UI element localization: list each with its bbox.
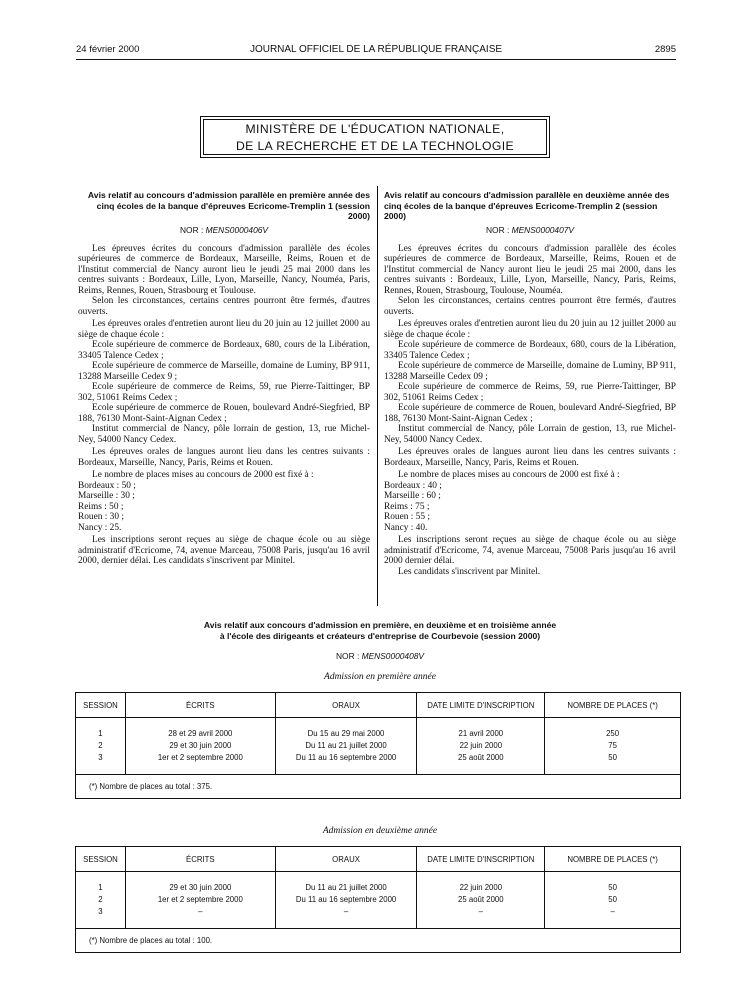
avis-2-body (384, 244, 676, 578)
nor-label: NOR : (180, 224, 204, 235)
cell: 3 (98, 907, 103, 916)
cell: 1 (98, 729, 103, 738)
cell: 22 juin 2000 (459, 883, 503, 892)
cell: 50 (608, 895, 617, 904)
places-item: Marseille : 60 ; (384, 491, 441, 501)
paragraph: Les épreuves orales d'entretien auront lieu du 20 juin au 12 juillet 2000 au siège de chaque école : (78, 319, 370, 340)
places-item: Reims : 50 ; (78, 501, 124, 512)
session-cells (76, 718, 126, 775)
cell: 2 (98, 741, 103, 750)
cell: Du 11 au 16 septembre 2000 (295, 895, 397, 904)
table-footnote-row (76, 775, 681, 799)
avis-3-nor (100, 651, 660, 661)
avis-2-title: Avis relatif au concours d'admission parallèle en deuxième année des cinq écoles de la banque d'épreuves Ecricome-Tremplin 2 (session 2000) (384, 190, 670, 221)
nor-code: MENS0000408V (361, 651, 424, 661)
cell: 21 avril 2000 (458, 729, 504, 738)
nor-label: NOR : (336, 651, 360, 661)
journal-title: JOURNAL OFFICIEL DE LA RÉPUBLIQUE FRANÇAISE (249, 44, 503, 55)
cell: 25 août 2000 (458, 753, 504, 762)
places-item: Rouen : 30 ; (78, 512, 124, 522)
places-item: Reims : 75 ; (384, 501, 430, 512)
avis-3-title (100, 620, 660, 641)
cell: 22 juin 2000 (459, 741, 503, 750)
paragraph: Le nombre de places mises au concours de 2000 est fixé à : (92, 470, 314, 480)
column-divider (377, 186, 378, 606)
header-ecrits: ÉCRITS (125, 847, 275, 872)
header-nombre-places: NOMBRE DE PLACES (*) (545, 847, 681, 872)
cell: 28 et 29 avril 2000 (168, 729, 233, 738)
header-ecrits: ÉCRITS (125, 693, 275, 718)
date-limite-cells (417, 872, 545, 929)
cell: Du 11 au 16 septembre 2000 (295, 753, 397, 762)
avis-1-title: Avis relatif au concours d'admission parallèle en première année des cinq écoles de la banque d'épreuves Ecricome-Tremplin 1 (session 2000) (87, 190, 370, 221)
table-header-row (76, 847, 681, 872)
oraux-cells (275, 718, 417, 775)
nor-code: MENS0000407V (511, 224, 574, 235)
cell: 2 (98, 895, 103, 904)
paragraph: Les candidats s'inscrivent par Minitel. (398, 566, 541, 577)
header-oraux: ORAUX (275, 693, 417, 718)
cell: 50 (608, 883, 617, 892)
avis-2 (384, 190, 676, 577)
cell: 1er et 2 septembre 2000 (157, 753, 243, 762)
paragraph: Ecole supérieure de commerce de Bordeaux, 680, cours de la Libération, 33405 Talence Cedex ; (78, 340, 370, 361)
cell: 75 (608, 741, 617, 750)
paragraph: Selon les circonstances, certains centres pourront être fermés, d'autres ouverts. (78, 296, 370, 317)
avis-3-title-line-1: Avis relatif aux concours d'admission en première, en deuxième et en troisième année (203, 620, 557, 630)
avis-1-body (78, 244, 370, 567)
places-cells (545, 872, 681, 929)
ecrits-cells (125, 872, 275, 929)
header-date-limite: DATE LIMITE D'INSCRIPTION (417, 847, 545, 872)
paragraph: Ecole supérieure de commerce de Reims, 59, rue Pierre-Taittinger, BP 302, 51061 Reims Cedex ; (384, 382, 676, 403)
cell: 29 et 30 juin 2000 (169, 741, 232, 750)
avis-2-nor (384, 225, 676, 235)
cell: 25 août 2000 (458, 895, 504, 904)
avis-3-title-line-2: à l'école des dirigeants et créateurs d'entreprise de Courbevoie (session 2000) (219, 630, 541, 641)
table-footnote-row (76, 929, 681, 953)
header-rule (76, 59, 676, 60)
nor-label: NOR : (486, 224, 510, 235)
table-1 (75, 692, 681, 799)
oraux-cells (275, 872, 417, 929)
page-number: 2895 (654, 44, 676, 55)
paragraph: Ecole supérieure de commerce de Marseille, domaine de Luminy, BP 911, 13288 Marseille Cedex 9 ; (78, 361, 370, 382)
issue-date: 24 février 2000 (76, 44, 140, 55)
paragraph: Institut commercial de Nancy, pôle lorrain de gestion, 13, rue Michel-Ney, 54000 Nancy Cedex. (78, 424, 370, 445)
table-body (76, 718, 681, 775)
paragraph: Ecole supérieure de commerce de Rouen, boulevard André-Siegfried, BP 188, 76130 Mont-Saint-Aignan Cedex ; (78, 403, 370, 424)
paragraph: Les épreuves écrites du concours d'admission parallèle des écoles supérieures de commerce de Bordeaux, Marseille, Reims, Rouen et de l'Institut commercial de Nancy auront lieu le jeudi 25 mai 2000, dans les centres suivants : Bordeaux, Lille, Lyon, Marseille, Nancy, Paris, Reims, Rennes, Rouen, Strasbourg, Toulouse, Nouméa. (384, 243, 676, 296)
avis-1 (78, 190, 370, 567)
nor-code: MENS0000406V (205, 224, 268, 235)
header-session: SESSION (76, 693, 126, 718)
cell: – (478, 907, 483, 916)
cell: 29 et 30 juin 2000 (169, 883, 232, 892)
cell: – (198, 907, 203, 916)
paragraph: Selon les circonstances, certains centres pourront être fermés, d'autres ouverts. (384, 296, 676, 317)
cell: Du 11 au 21 juillet 2000 (305, 883, 387, 892)
header-nombre-places: NOMBRE DE PLACES (*) (545, 693, 681, 718)
header-session: SESSION (76, 847, 126, 872)
table-2-subtitle: Admission en deuxième année (322, 826, 438, 836)
cell: – (343, 907, 349, 916)
paragraph: Les épreuves orales de langues auront lieu dans les centres suivants : Bordeaux, Marseille, Nancy, Paris, Reims et Rouen. (384, 447, 676, 468)
table-footnote: (*) Nombre de places au total : 100. (76, 929, 681, 953)
cell: 50 (608, 753, 617, 762)
ministry-box-inner (203, 119, 547, 155)
paragraph: Les épreuves orales d'entretien auront lieu du 20 juin au 12 juillet 2000 au siège de chaque école : (384, 319, 676, 340)
paragraph: Le nombre de places mises au concours de 2000 est fixé à : (398, 470, 620, 480)
header-oraux: ORAUX (275, 847, 417, 872)
cell: Du 11 au 21 juillet 2000 (305, 741, 387, 750)
table-footnote: (*) Nombre de places au total : 375. (76, 775, 681, 799)
places-item: Bordeaux : 40 ; (384, 480, 442, 491)
cell: 250 (606, 729, 620, 738)
cell: 3 (98, 753, 103, 762)
paragraph: Ecole supérieure de commerce de Rouen, boulevard André-Siegfried, BP 188, 76130 Mont-Saint-Aignan Cedex ; (384, 403, 676, 424)
paragraph: Institut commercial de Nancy, pôle Lorrain de gestion, 13, rue Michel-Ney, 54000 Nancy Cedex. (384, 424, 676, 445)
cell: 1er et 2 septembre 2000 (157, 895, 243, 904)
ministry-line-1: MINISTÈRE DE L'ÉDUCATION NATIONALE, (245, 122, 505, 136)
date-limite-cells (417, 718, 545, 775)
places-item: Nancy : 40. (384, 522, 428, 533)
session-cells (76, 872, 126, 929)
table-2 (75, 846, 681, 953)
places-item: Rouen : 55 ; (384, 512, 430, 522)
cell: Du 15 au 29 mai 2000 (307, 729, 385, 738)
paragraph: Les inscriptions seront reçues au siège de chaque école ou au siège administratif d'Ecricome, 74, avenue Marceau, 75008 Paris jusqu'au 16 avril 2000 dernier délai. (384, 535, 676, 566)
places-item: Marseille : 30 ; (78, 491, 135, 501)
paragraph: Ecole supérieure de commerce de Reims, 59, rue Pierre-Taittinger, BP 302, 51061 Reims Cedex ; (78, 382, 370, 403)
cell: – (610, 907, 615, 916)
paragraph: Ecole supérieure de commerce de Marseille, domaine de Luminy, BP 911, 13288 Marseille Cedex 09 ; (384, 361, 676, 382)
places-item: Nancy : 25. (78, 522, 122, 533)
ministry-box (200, 116, 550, 158)
ecrits-cells (125, 718, 275, 775)
paragraph: Les épreuves écrites du concours d'admission parallèle des écoles supérieures de commerce de Bordeaux, Marseille, Reims, Rouen et de l'Institut commercial de Nancy auront lieu le jeudi 25 mai 2000 dans les centres suivants : Bordeaux, Lille, Lyon, Marseille, Nancy, Nouméa, Paris, Reims, Rennes, Rouen, Strasbourg et Toulouse. (78, 243, 370, 296)
ministry-line-2: DE LA RECHERCHE ET DE LA TECHNOLOGIE (235, 139, 515, 153)
paragraph: Ecole supérieure de commerce de Bordeaux, 680, cours de la Libération, 33405 Talence Cedex ; (384, 340, 676, 361)
table-1-subtitle: Admission en première année (324, 672, 436, 682)
running-header (76, 44, 676, 58)
avis-1-nor (78, 225, 370, 235)
places-cells (545, 718, 681, 775)
header-date-limite: DATE LIMITE D'INSCRIPTION (417, 693, 545, 718)
cell: 1 (98, 883, 103, 892)
table-body (76, 872, 681, 929)
places-item: Bordeaux : 50 ; (78, 480, 136, 491)
table-header-row (76, 693, 681, 718)
paragraph: Les épreuves orales de langues auront lieu dans les centres suivants : Bordeaux, Marseille, Nancy, Paris, Reims et Rouen. (78, 447, 370, 468)
paragraph: Les inscriptions seront reçues au siège de chaque école ou au siège administratif d'Ecricome, 74, avenue Marceau, 75008 Paris, jusqu'au 16 avril 2000, dernier délai. Les candidats s'inscrivent par Minitel. (78, 535, 370, 566)
